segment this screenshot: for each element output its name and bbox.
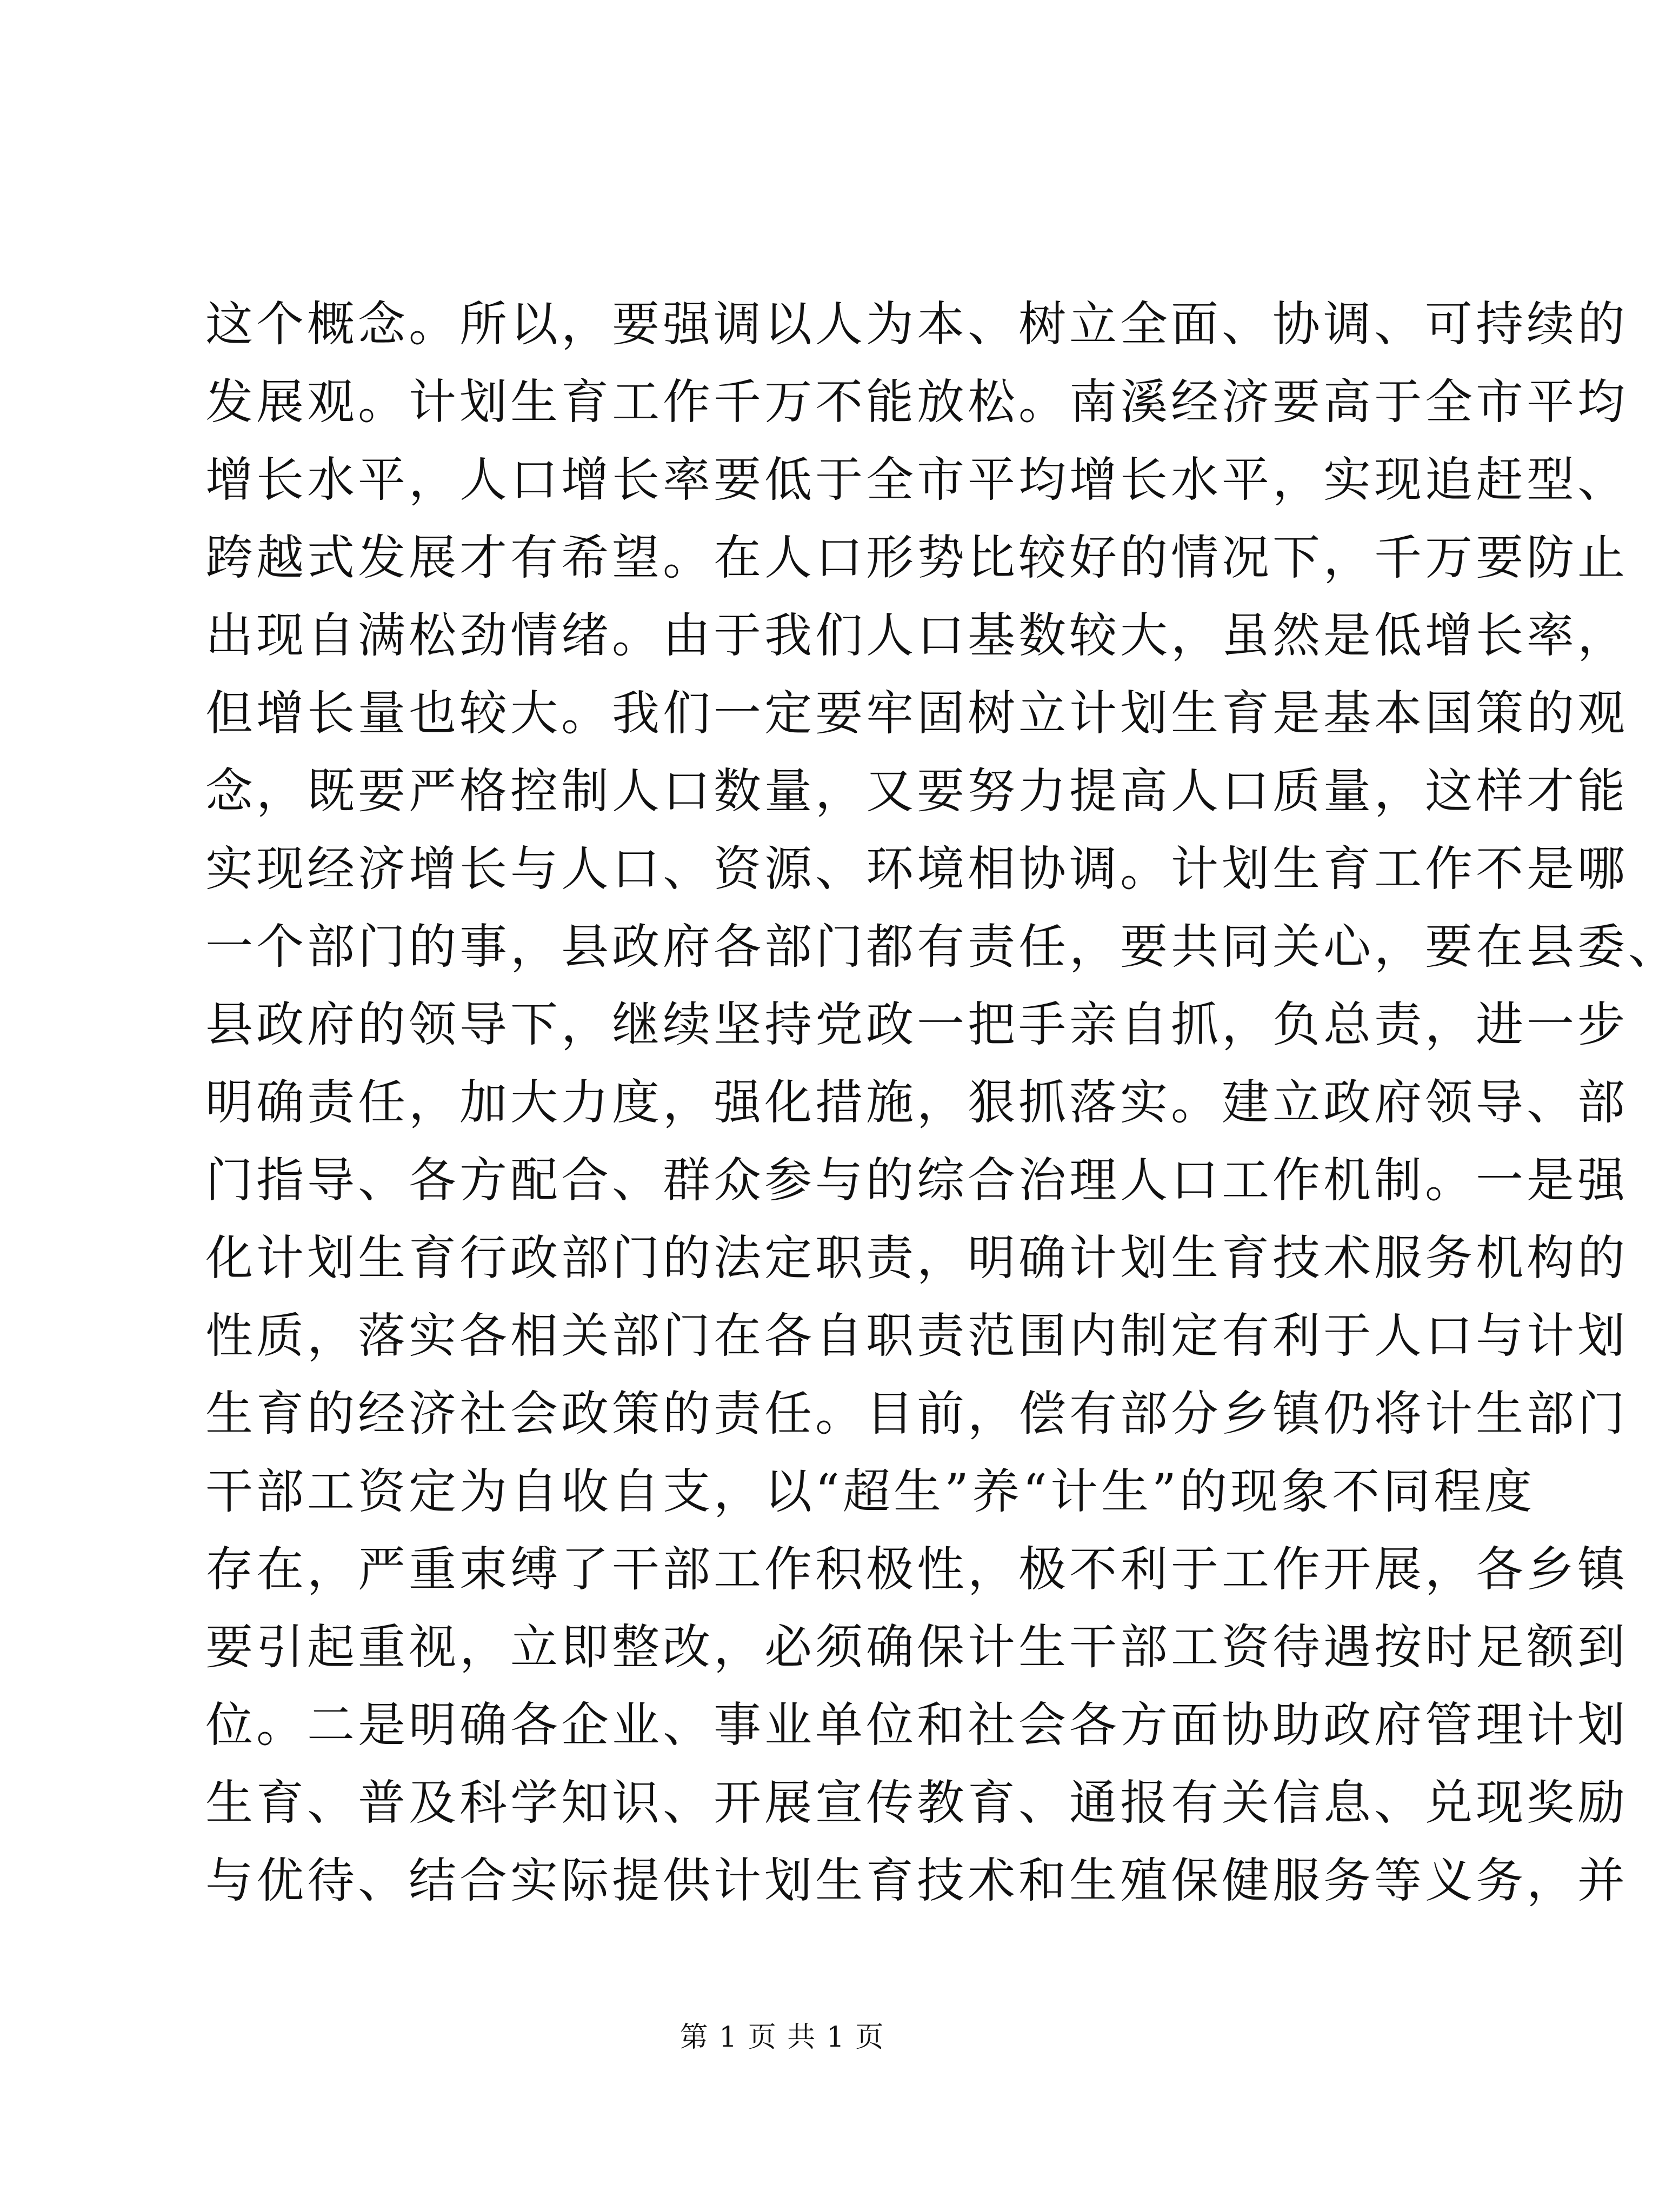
text-line: 要引起重视，立即整改，必须确保计生干部工资待遇按时足额到	[205, 1619, 1629, 1675]
text-line: 干部工资定为自收自支，以“超生”养“计生”的现象不同程度	[205, 1463, 1535, 1519]
text-line: 但增长量也较大。我们一定要牢固树立计划生育是基本国策的观	[205, 685, 1629, 741]
text-line: 化计划生育行政部门的法定职责，明确计划生育技术服务机构的	[205, 1230, 1629, 1286]
text-line: 县政府的领导下，继续坚持党政一把手亲自抓，负总责，进一步	[205, 997, 1629, 1052]
text-line: 生育的经济社会政策的责任。目前，偿有部分乡镇仍将计生部门	[205, 1386, 1629, 1441]
text-line: 增长水平，人口增长率要低于全市平均增长水平，实现追赶型、	[205, 452, 1629, 507]
text-line: 生育、普及科学知识、开展宣传教育、通报有关信息、兑现奖励	[205, 1775, 1629, 1830]
text-line: 一个部门的事，县政府各部门都有责任，要共同关心，要在县委、	[205, 919, 1679, 974]
text-line: 实现经济增长与人口、资源、环境相协调。计划生育工作不是哪	[205, 841, 1629, 897]
body-text	[205, 285, 1679, 1920]
text-line: 出现自满松劲情绪。由于我们人口基数较大，虽然是低增长率，	[205, 607, 1629, 663]
text-line: 发展观。计划生育工作千万不能放松。南溪经济要高于全市平均	[205, 374, 1629, 430]
text-line: 存在，严重束缚了干部工作积极性，极不利于工作开展，各乡镇	[205, 1541, 1629, 1597]
text-line: 与优待、结合实际提供计划生育技术和生殖保健服务等义务，并	[205, 1853, 1629, 1908]
text-line: 跨越式发展才有希望。在人口形势比较好的情况下，千万要防止	[205, 530, 1629, 585]
text-line: 门指导、各方配合、群众参与的综合治理人口工作机制。一是强	[205, 1152, 1629, 1208]
text-line: 这个概念。所以，要强调以人为本、树立全面、协调、可持续的	[205, 296, 1629, 352]
text-line: 念，既要严格控制人口数量，又要努力提高人口质量，这样才能	[205, 763, 1629, 819]
text-line: 位。二是明确各企业、事业单位和社会各方面协助政府管理计划	[205, 1697, 1629, 1753]
text-line: 明确责任，加大力度，强化措施，狠抓落实。建立政府领导、部	[205, 1074, 1629, 1130]
text-line: 性质，落实各相关部门在各自职责范围内制定有利于人口与计划	[205, 1308, 1629, 1364]
page-footer: 第 1 页 共 1 页	[679, 2021, 885, 2054]
